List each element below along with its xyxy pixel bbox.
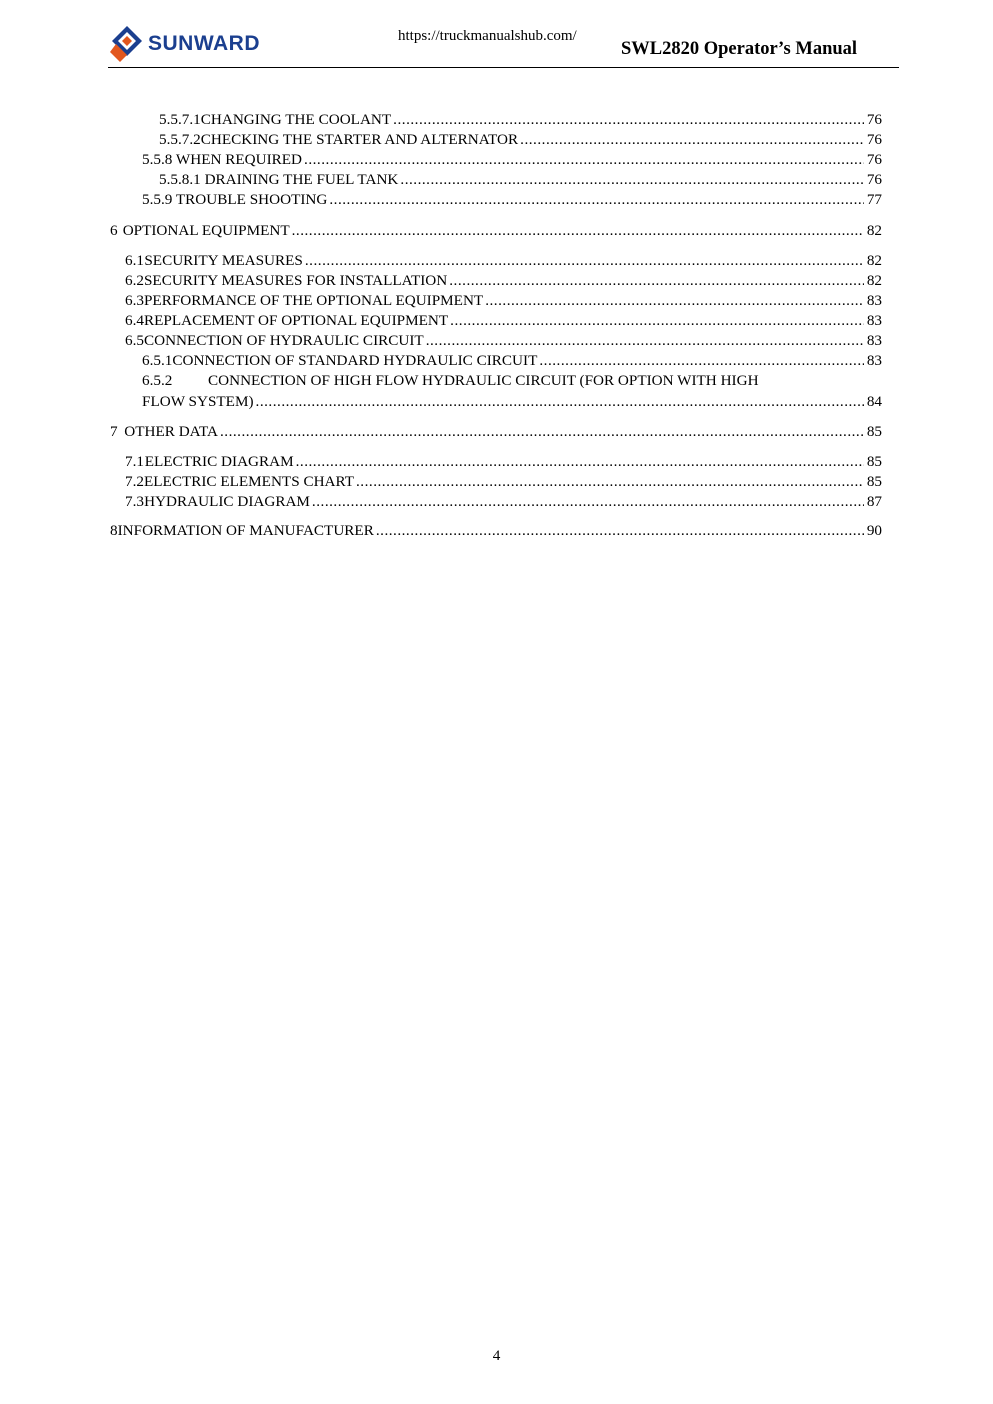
toc-page: 85 bbox=[866, 453, 882, 470]
toc-number: 6.5.1 bbox=[142, 352, 173, 369]
toc-title: PERFORMANCE OF THE OPTIONAL EQUIPMENT bbox=[143, 292, 484, 309]
toc-title: 5.5.8.1 DRAINING THE FUEL TANK bbox=[159, 171, 399, 188]
manual-title: SWL2820 Operator’s Manual bbox=[621, 39, 858, 59]
toc-number: 6.5.2 bbox=[142, 372, 173, 389]
toc-entry[interactable] bbox=[0, 392, 993, 412]
page-header bbox=[0, 0, 993, 70]
toc-title: OPTIONAL EQUIPMENT bbox=[122, 222, 290, 239]
toc-title: 5.5.8 WHEN REQUIRED bbox=[142, 151, 303, 168]
toc-entry[interactable] bbox=[0, 150, 993, 170]
toc-title: FLOW SYSTEM) bbox=[142, 393, 254, 410]
toc-number: 7 bbox=[110, 423, 118, 440]
toc-leader bbox=[539, 351, 864, 371]
toc-page: 84 bbox=[866, 393, 882, 410]
toc-page: 82 bbox=[866, 222, 882, 239]
toc-number: 6.2 bbox=[125, 272, 144, 289]
toc-entry[interactable] bbox=[0, 271, 993, 291]
toc-page: 83 bbox=[866, 312, 882, 329]
toc-entry[interactable] bbox=[0, 521, 993, 541]
toc-entry[interactable] bbox=[0, 251, 993, 271]
toc-leader bbox=[449, 271, 864, 291]
toc-page: 76 bbox=[866, 151, 882, 168]
toc-entry[interactable] bbox=[0, 472, 993, 492]
toc-title: CONNECTION OF HYDRAULIC CIRCUIT bbox=[143, 332, 424, 349]
toc-page: 76 bbox=[866, 111, 882, 128]
toc-leader bbox=[305, 251, 864, 271]
toc-entry[interactable] bbox=[0, 130, 993, 150]
toc-leader bbox=[312, 492, 864, 512]
toc-leader bbox=[426, 331, 864, 351]
toc-title: REPLACEMENT OF OPTIONAL EQUIPMENT bbox=[143, 312, 449, 329]
toc-number: 7.3 bbox=[125, 493, 144, 510]
toc-page: 87 bbox=[866, 493, 882, 510]
sunward-emblem-icon bbox=[110, 24, 144, 64]
toc-entry[interactable] bbox=[0, 221, 993, 241]
toc-page: 76 bbox=[866, 171, 882, 188]
toc-title: CHANGING THE COOLANT bbox=[200, 111, 392, 128]
sunward-logo bbox=[110, 24, 260, 64]
toc-page: 90 bbox=[866, 522, 882, 539]
toc-entry[interactable] bbox=[0, 110, 993, 130]
toc-title: CHECKING THE STARTER AND ALTERNATOR bbox=[200, 131, 519, 148]
toc-title: SECURITY MEASURES FOR INSTALLATION bbox=[143, 272, 448, 289]
toc-number: 6.5 bbox=[125, 332, 144, 349]
toc-leader bbox=[376, 521, 864, 541]
header-divider bbox=[108, 67, 899, 68]
toc-number: 7.2 bbox=[125, 473, 144, 490]
toc-title: ELECTRIC DIAGRAM bbox=[144, 453, 294, 470]
toc-leader bbox=[304, 150, 864, 170]
toc-leader bbox=[256, 392, 864, 412]
toc-page: 82 bbox=[866, 272, 882, 289]
toc-leader bbox=[393, 110, 864, 130]
toc-number: 8 bbox=[110, 522, 118, 539]
toc-page: 85 bbox=[866, 423, 882, 440]
toc-leader bbox=[520, 130, 864, 150]
toc-title: CONNECTION OF STANDARD HYDRAULIC CIRCUIT bbox=[172, 352, 538, 369]
toc-number: 5.5.7.1 bbox=[159, 111, 201, 128]
toc-number: 6.1 bbox=[125, 252, 144, 269]
toc-entry-wrapped-line[interactable] bbox=[142, 371, 759, 391]
toc-entry[interactable] bbox=[0, 331, 993, 351]
toc-leader bbox=[220, 422, 864, 442]
toc-leader bbox=[329, 190, 864, 210]
toc-entry[interactable] bbox=[0, 170, 993, 190]
toc-page: 77 bbox=[866, 191, 882, 208]
toc-page: 83 bbox=[866, 292, 882, 309]
toc-title: ELECTRIC ELEMENTS CHART bbox=[143, 473, 354, 490]
toc-leader bbox=[292, 221, 864, 241]
toc-number: 7.1 bbox=[125, 453, 144, 470]
toc-page: 82 bbox=[866, 252, 882, 269]
toc-number: 6.4 bbox=[125, 312, 144, 329]
logo-wordmark: SUNWARD bbox=[148, 32, 260, 55]
toc-entry[interactable] bbox=[0, 190, 993, 210]
toc-leader bbox=[296, 452, 864, 472]
toc-title: HYDRAULIC DIAGRAM bbox=[144, 493, 310, 510]
toc-title: OTHER DATA bbox=[124, 423, 218, 440]
toc-number: 6.3 bbox=[125, 292, 144, 309]
toc-title: 5.5.9 TROUBLE SHOOTING bbox=[142, 191, 328, 208]
toc-page: 76 bbox=[866, 131, 882, 148]
toc-entry[interactable] bbox=[0, 452, 993, 472]
toc-page: 83 bbox=[866, 332, 882, 349]
toc-entry[interactable] bbox=[0, 351, 993, 371]
toc-page: 85 bbox=[866, 473, 882, 490]
page-number: 4 bbox=[492, 1347, 501, 1364]
toc-leader bbox=[400, 170, 864, 190]
toc-title: SECURITY MEASURES bbox=[144, 252, 303, 269]
toc-title: CONNECTION OF HIGH FLOW HYDRAULIC CIRCUIT (FOR OPTION WITH HIGH bbox=[208, 372, 759, 389]
toc-leader bbox=[356, 472, 864, 492]
toc-entry[interactable] bbox=[0, 422, 993, 442]
toc-number: 5.5.7.2 bbox=[159, 131, 201, 148]
toc-leader bbox=[450, 311, 864, 331]
source-url[interactable]: https://truckmanualshub.com/ bbox=[398, 28, 577, 44]
toc-entry[interactable] bbox=[0, 492, 993, 512]
toc-number: 6 bbox=[110, 222, 118, 239]
toc-entry[interactable] bbox=[0, 311, 993, 331]
toc-title: INFORMATION OF MANUFACTURER bbox=[117, 522, 374, 539]
toc-leader bbox=[485, 291, 864, 311]
toc-entry[interactable] bbox=[0, 291, 993, 311]
toc-page: 83 bbox=[866, 352, 882, 369]
